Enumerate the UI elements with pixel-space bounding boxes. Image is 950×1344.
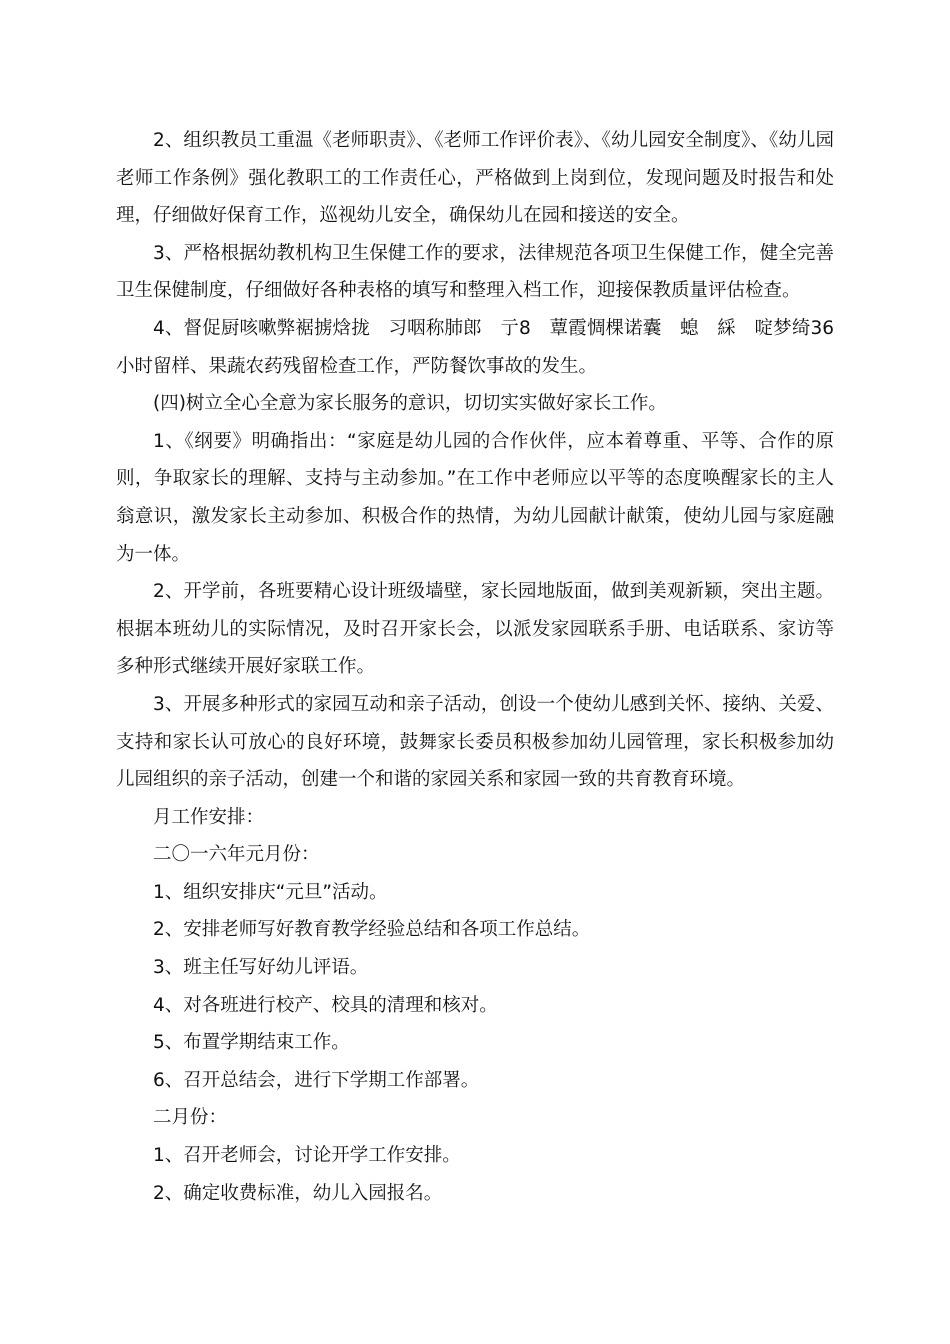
document-body (116, 122, 834, 1212)
paragraph-staff-duties: 2、组织教员工重温《老师职责》、《老师工作评价表》、《幼儿园安全制度》、《幼儿园老师工作条例》强化教职工的工作责任心，严格做到上岗到位，发现问题及时报告和处理，仔细做好保育工作，巡视幼儿安全，确保幼儿在园和接送的安全。 (116, 130, 834, 227)
heading-monthly-schedule: 月工作安排： (153, 806, 265, 828)
list-item-january-6: 6、召开总结会，进行下学期工作部署。 (153, 1069, 480, 1091)
paragraph-guidelines: 1、《纲要》明确指出：“家庭是幼儿园的合作伙伴，应本着尊重、平等、合作的原则，争取家长的理解、支持与主动参加。”在工作中老师应以平等的态度唤醒家长的主人翁意识，激发家长主动参加、积极合作的热情，为幼儿园献计献策，使幼儿园与家庭融为一体。 (116, 430, 834, 565)
list-item-january-4: 4、对各班进行校产、校具的清理和核对。 (153, 994, 498, 1016)
list-item-february-2: 2、确定收费标准，幼儿入园报名。 (153, 1182, 443, 1204)
heading-february: 二月份： (153, 1107, 228, 1129)
list-item-january-5: 5、布置学期结束工作。 (153, 1032, 350, 1054)
paragraph-kitchen-supervision: 4、督促厨咳嗽弊裾掳焓拢 习咽称肺郎 亍8 蕈霞惆棵诺囊 螅 綵 啶梦绮36小时留样、果蔬农药残留检查工作，严防餐饮事故的发生。 (116, 317, 834, 377)
list-item-february-1: 1、召开老师会，讨论开学工作安排。 (153, 1145, 461, 1167)
paragraph-health-care: 3、严格根据幼教机构卫生保健工作的要求，法律规范各项卫生保健工作，健全完善卫生保健制度，仔细做好各种表格的填写和整理入档工作，迎接保教质量评估检查。 (116, 242, 834, 302)
section-heading-parent-service: (四)树立全心全意为家长服务的意识，切切实实做好家长工作。 (153, 393, 667, 415)
list-item-january-3: 3、班主任写好幼儿评语。 (153, 957, 369, 979)
paragraph-class-walls: 2、开学前，各班要精心设计班级墙壁，家长园地版面，做到美观新颖，突出主题。根据本班幼儿的实际情况，及时召开家长会，以派发家园联系手册、电话联系、家访等多种形式继续开展好家联工作。 (116, 581, 834, 678)
paragraph-parent-activities: 3、开展多种形式的家园互动和亲子活动，创设一个使幼儿感到关怀、接纳、关爱、支持和家长认可放心的良好环境，鼓舞家长委员积极参加幼儿园管理，家长积极参加幼儿园组织的亲子活动，创建一个和谐的家园关系和家园一致的共育教育环境。 (116, 693, 834, 791)
heading-january: 二〇一六年元月份： (153, 844, 320, 866)
list-item-january-2: 2、安排老师写好教育教学经验总结和各项工作总结。 (153, 919, 591, 941)
list-item-january-1: 1、组织安排庆“元旦”活动。 (153, 881, 388, 903)
